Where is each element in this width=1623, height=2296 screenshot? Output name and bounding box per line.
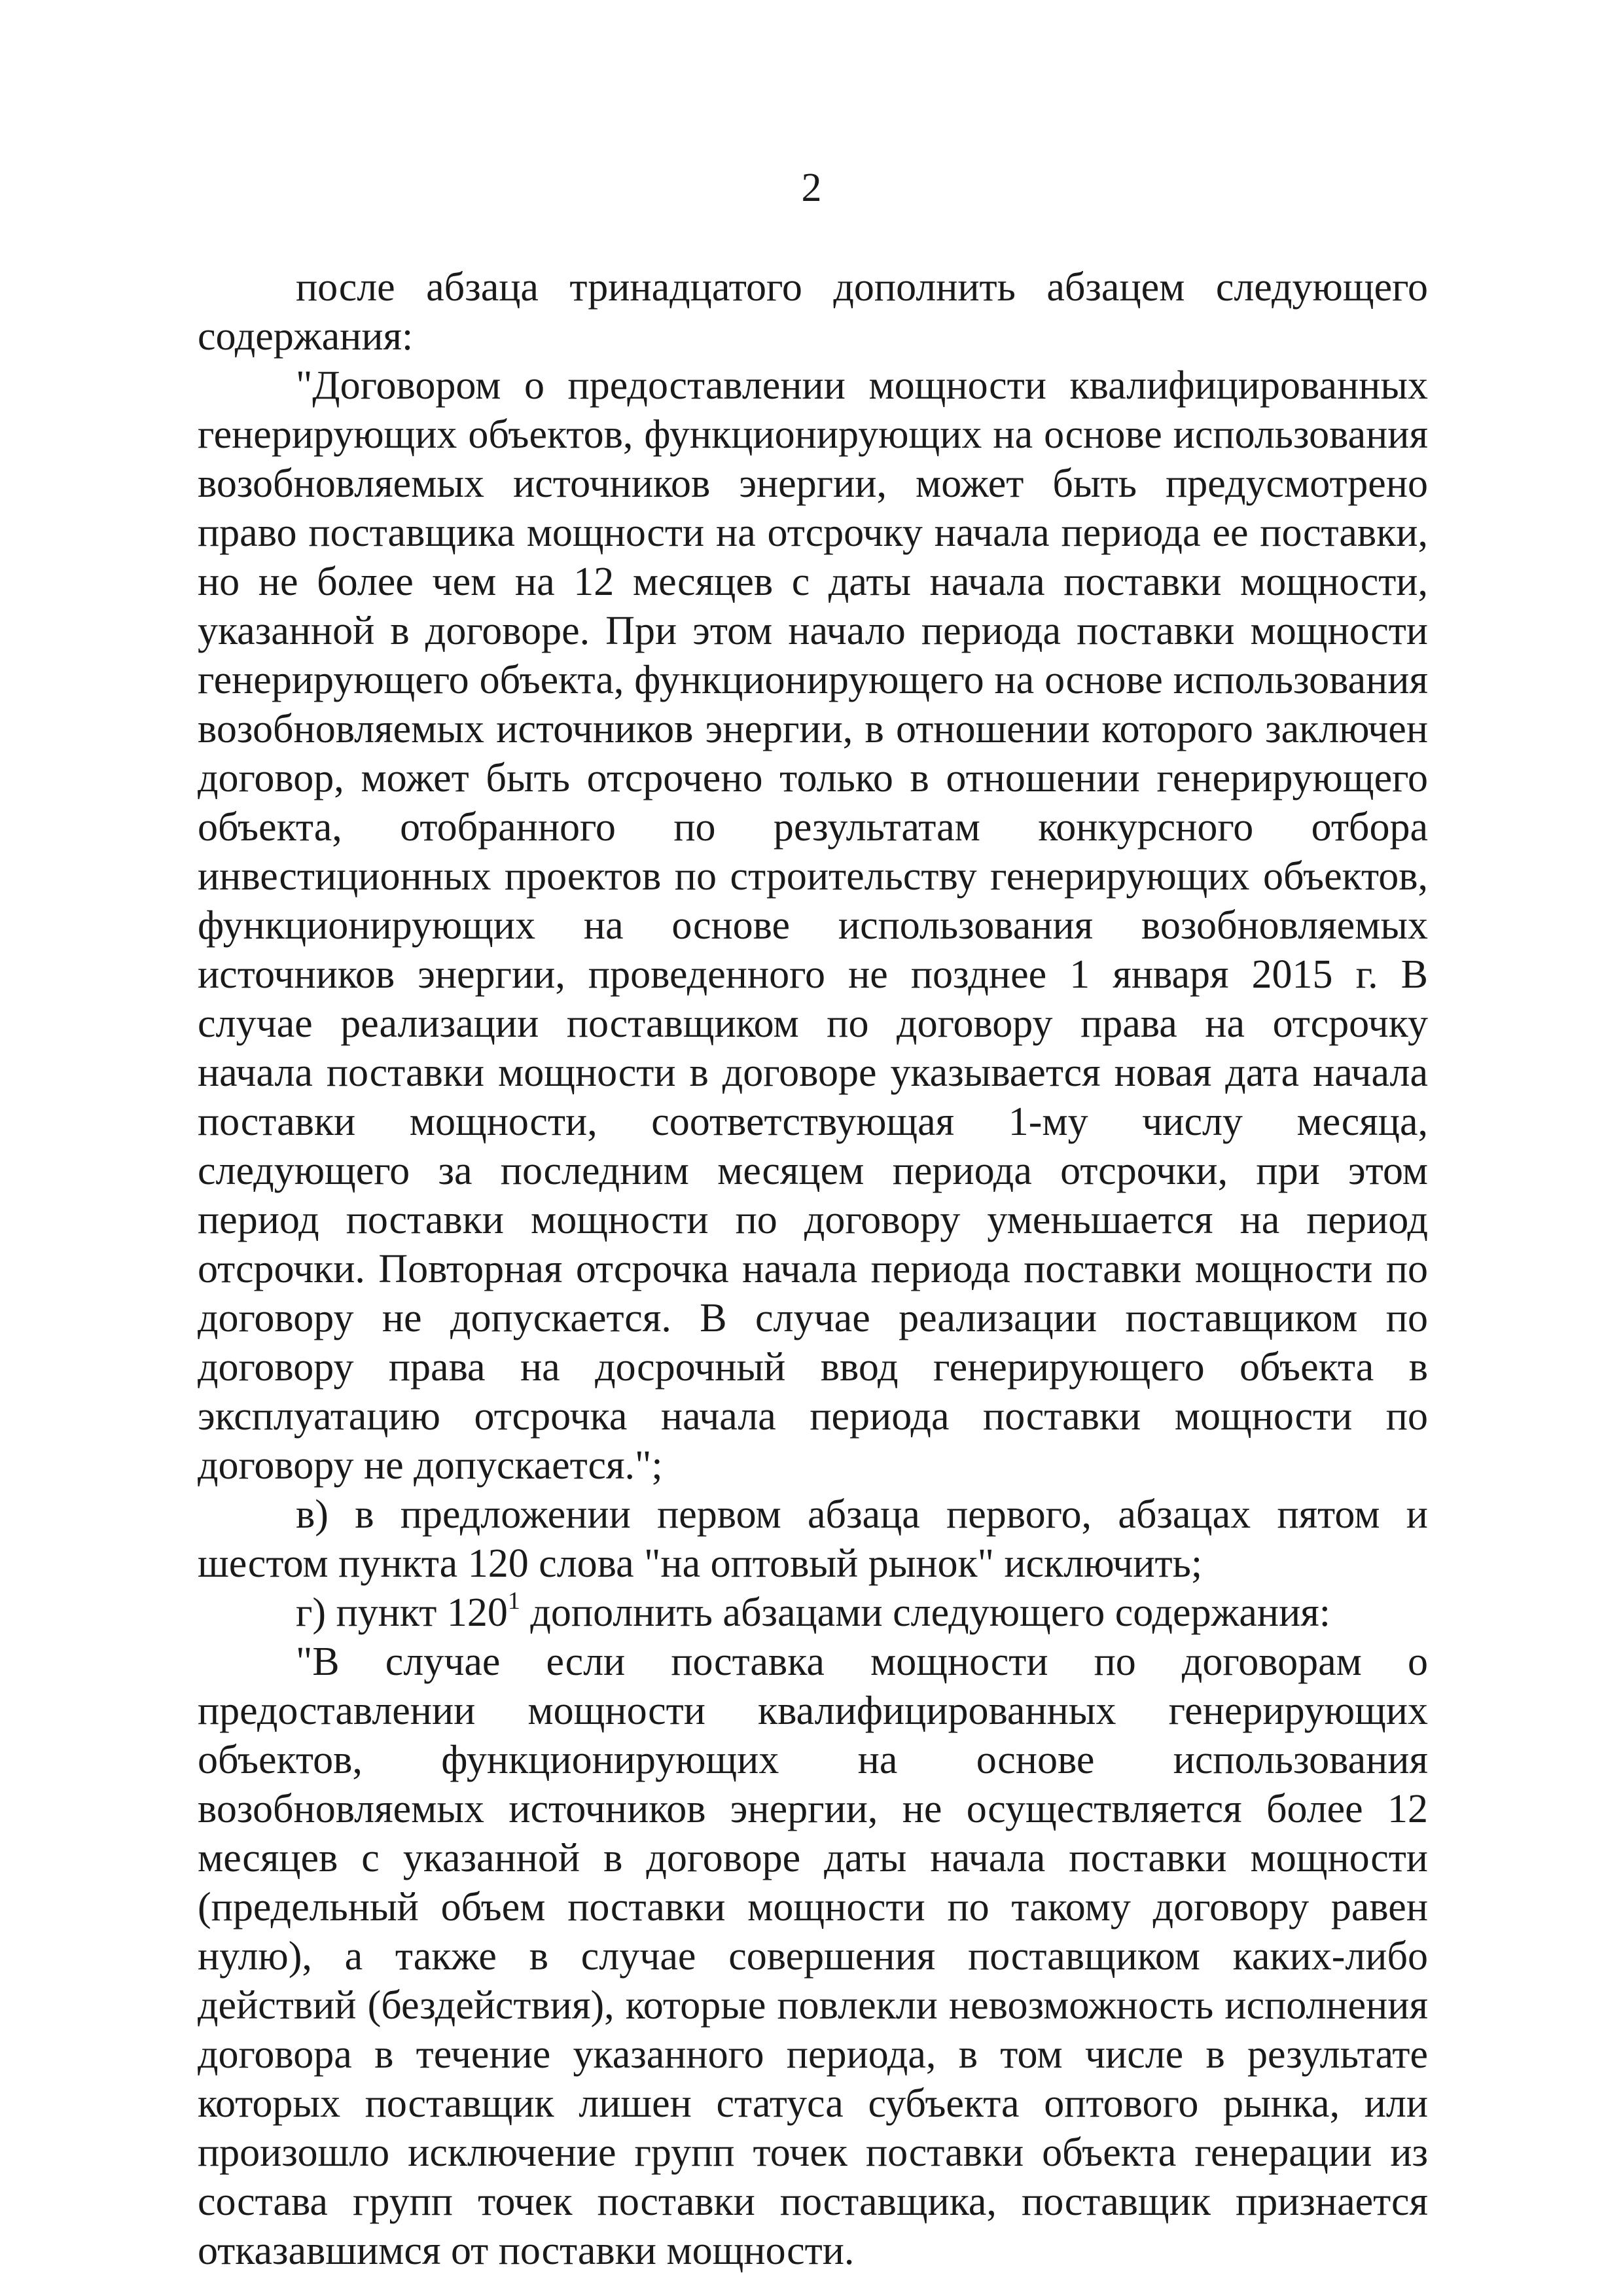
item-g-text-before: г) пункт 120 xyxy=(296,1590,508,1635)
item-g-text-after: дополнить абзацами следующего содержания: xyxy=(520,1590,1331,1635)
paragraph-item-g xyxy=(198,1588,1428,1638)
paragraph-quoted-supply: "В случае если поставка мощности по договорам о предоставлении мощности квалифицированных генерирующих объектов, функционирующих на основе использования возобновляемых источников энергии, не осуществляется более 12 месяцев с указанной в договоре даты начала поставки мощности (предельный объем поставки мощности по такому договору равен нулю), а также в случае совершения поставщиком каких-либо действий (бездействия), которые повлекли невозможность исполнения договора в течение указанного периода, в том числе в результате которых поставщик лишен статуса субъекта оптового рынка, или произошло исключение групп точек поставки объекта генерации из состава групп точек поставки поставщика, поставщик признается отказавшимся от поставки мощности. xyxy=(198,1640,1428,2273)
paragraph-item-v: в) в предложении первом абзаца первого, абзацах пятом и шестом пункта 120 слова "на оптовый рынок" исключить; xyxy=(198,1492,1428,1586)
paragraph-intro: после абзаца тринадцатого дополнить абзацем следующего содержания: xyxy=(198,265,1428,359)
paragraph-quoted-contract: "Договором о предоставлении мощности квалифицированных генерирующих объектов, функционирующих на основе использования возобновляемых источников энергии, может быть предусмотрено право поставщика мощности на отсрочку начала периода ее поставки, но не более чем на 12 месяцев с даты начала поставки мощности, указанной в договоре. При этом начало периода поставки мощности генерирующего объекта, функционирующего на основе использования возобновляемых источников энергии, в отношении которого заключен договор, может быть отсрочено только в отношении генерирующего объекта, отобранного по результатам конкурсного отбора инвестиционных проектов по строительству генерирующих объектов, функционирующих на основе использования возобновляемых источников энергии, проведенного не позднее 1 января 2015 г. В случае реализации поставщиком по договору права на отсрочку начала поставки мощности в договоре указывается новая дата начала поставки мощности, соответствующая 1-му числу месяца, следующего за последним месяцем периода отсрочки, при этом период поставки мощности по договору уменьшается на период отсрочки. Повторная отсрочка начала периода поставки мощности по договору не допускается. В случае реализации поставщиком по договору права на досрочный ввод генерирующего объекта в эксплуатацию отсрочка начала периода поставки мощности по договору не допускается."; xyxy=(198,363,1428,1488)
document-body xyxy=(198,263,1428,2276)
item-g-superscript: 1 xyxy=(507,1587,520,1615)
page-number: 2 xyxy=(801,166,822,210)
